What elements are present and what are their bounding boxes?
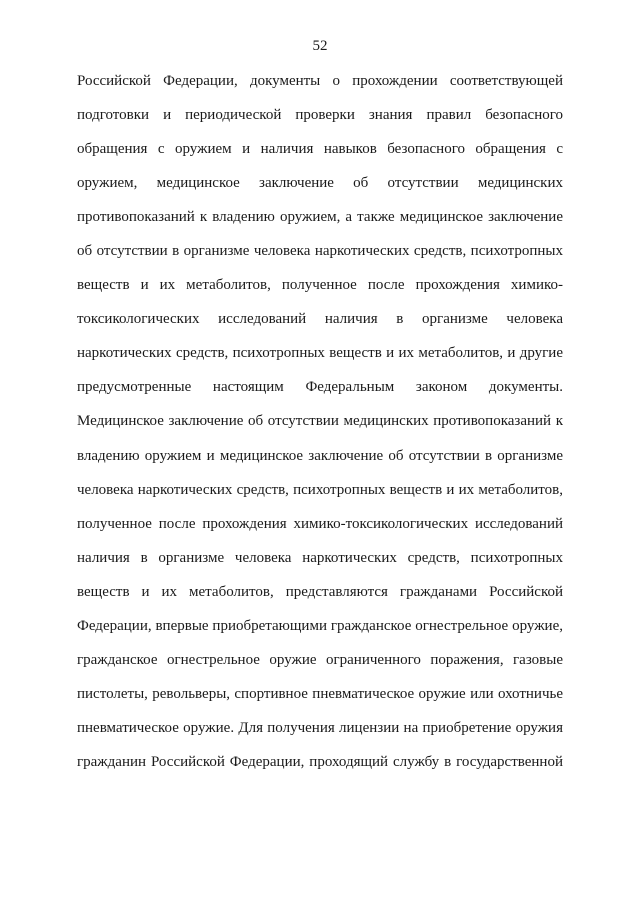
text-line: подготовки и периодической проверки знания правил безопасного [77, 107, 563, 124]
text-line: гражданин Российской Федерации, проходящий службу в государственной [77, 753, 563, 770]
text-line: Федерации, впервые приобретающими гражданское огнестрельное оружие, [77, 617, 563, 634]
text-line: пневматическое оружие. Для получения лицензии на приобретение оружия [77, 719, 563, 736]
text-line: наличия в организме человека наркотических средств, психотропных [77, 549, 563, 566]
text-line: оружием, медицинское заключение об отсутствии медицинских [77, 175, 563, 192]
text-line: обращения с оружием и наличия навыков безопасного обращения с [77, 141, 563, 158]
text-line: Российской Федерации, документы о прохождении соответствующей [77, 73, 563, 89]
text-line: противопоказаний к владению оружием, а также медицинское заключение [77, 209, 563, 226]
text-line: гражданское огнестрельное оружие ограниченного поражения, газовые [77, 651, 563, 668]
text-line: полученное после прохождения химико-токсикологических исследований [77, 515, 563, 532]
text-line: наркотических средств, психотропных веществ и их метаболитов, и другие [77, 345, 563, 362]
text-line: владению оружием и медицинское заключение об отсутствии в организме [77, 447, 563, 464]
body-text [77, 64, 563, 779]
text-line: пистолеты, револьверы, спортивное пневматическое оружие или охотничье [77, 685, 563, 702]
text-line: веществ и их метаболитов, полученное после прохождения химико- [77, 277, 563, 294]
text-line: человека наркотических средств, психотропных веществ и их метаболитов, [77, 481, 563, 498]
text-line: предусмотренные настоящим Федеральным законом документы. [77, 379, 563, 396]
text-line: Медицинское заключение об отсутствии медицинских противопоказаний к [77, 413, 563, 430]
text-line: веществ и их метаболитов, представляются гражданами Российской [77, 583, 563, 600]
text-line: об отсутствии в организме человека наркотических средств, психотропных [77, 243, 563, 260]
text-line: токсикологических исследований наличия в организме человека [77, 311, 563, 328]
page-number: 52 [312, 38, 328, 54]
